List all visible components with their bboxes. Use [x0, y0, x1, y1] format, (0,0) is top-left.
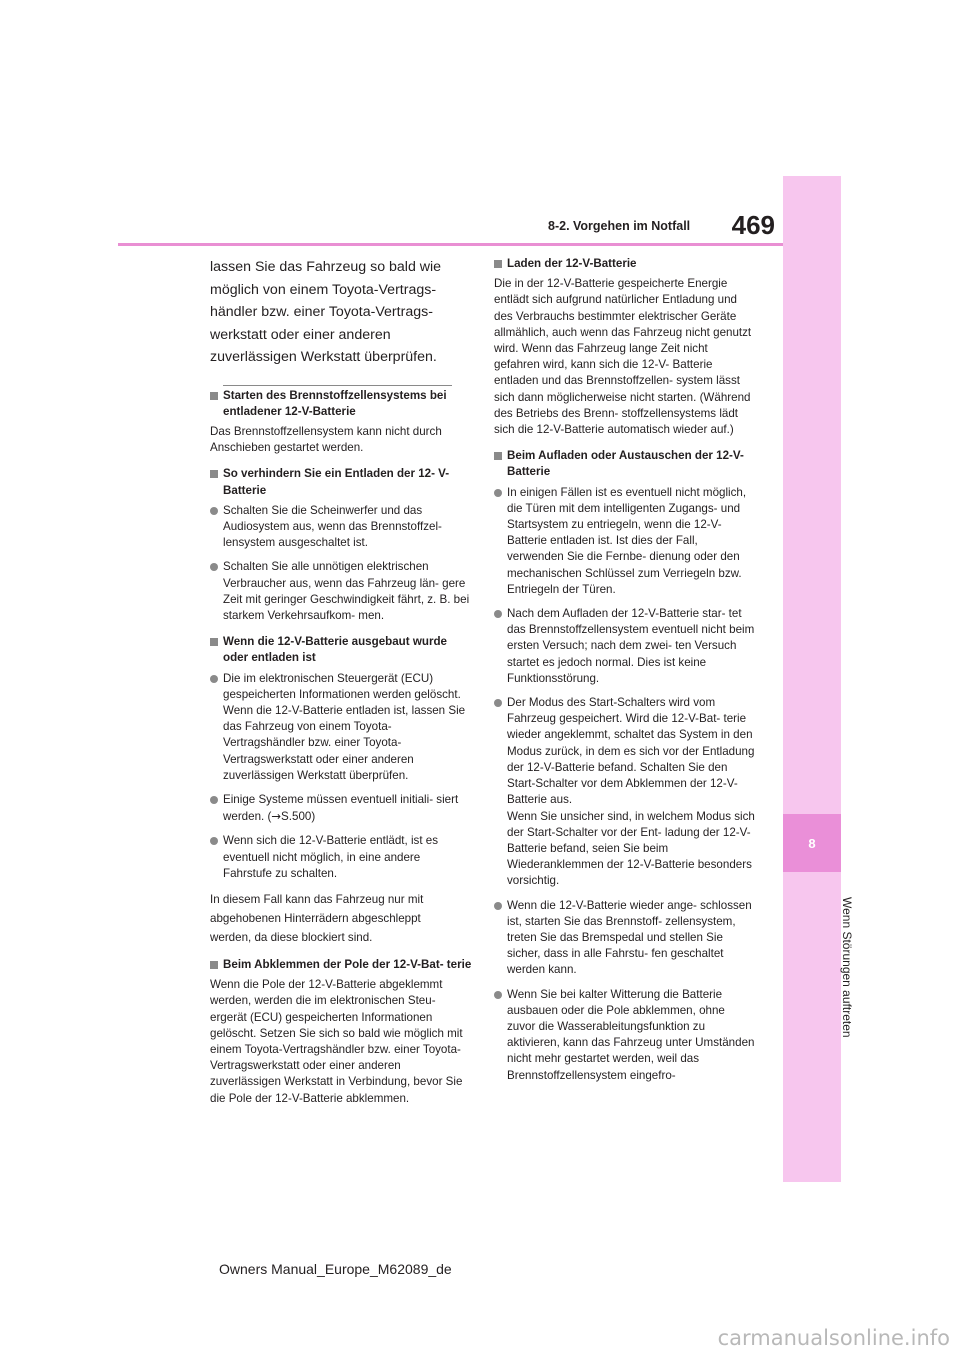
bullet-shift-not-possible: Wenn sich die 12-V-Batterie entlädt, ist es eventuell nicht möglich, in eine andere Fahrstufe zu schalten.: [210, 833, 472, 882]
bullet-cold-weather: Wenn Sie bei kalter Witterung die Batterie ausbauen oder die Pole abklemmen, ohne zuvor die Wasserableitungsfunktion zu aktivieren, kann das Fahrzeug unter Umständen nicht mehr gestartet werden, weil das Brennstoffzellensystem eingefro-: [494, 987, 756, 1084]
heading-prevent-discharge: So verhindern Sie ein Entladen der 12- V-Batterie: [210, 466, 472, 498]
right-column: [494, 256, 756, 1092]
start-switch-mode-text: Der Modus des Start-Schalters wird vom Fahrzeug gespeichert. Wird die 12-V-Bat- terie wieder angeklemmt, schaltet das System in den Modus zurück, in dem es sich vor der Entladung der 12-V-Batterie befand. Schalten Sie den Start-Schalter vor dem Abklemmen der 12-V-Batterie aus.: [507, 696, 755, 807]
chapter-label-text: Wenn Störungen auftreten: [840, 896, 854, 1038]
heading-starting-fuel-cell: Starten des Brennstoffzellensystems bei entladener 12-V-Batterie: [210, 388, 472, 420]
page-reference-link[interactable]: S.500): [281, 810, 316, 824]
heading-charging-replacing: Beim Aufladen oder Austauschen der 12-V-Batterie: [494, 448, 756, 480]
bullet-electrical-consumers: Schalten Sie alle unnötigen elektrischen Verbraucher aus, wenn das Fahrzeug län- gere Zeit mit geringer Geschwindigkeit fährt, z. B. bei starkem Verkehrsaufkom- men.: [210, 559, 472, 624]
heading-charging-battery: Laden der 12-V-Batterie: [494, 256, 756, 272]
bullet-headlights-audio: Schalten Sie die Scheinwerfer und das Audiosystem aus, wenn das Brennstoffzel- lensystem ausgeschaltet ist.: [210, 503, 472, 552]
start-switch-mode-caution: Wenn Sie unsicher sind, in welchem Modus sich der Start-Schalter vor der Ent- ladung der 12-V-Batterie befand, seien Sie beim Wiederanklemmen der 12-V-Batterie besonders vorsichtig.: [507, 809, 755, 888]
bullet-ecu-info-deleted: Die im elektronischen Steuergerät (ECU) gespeicherten Informationen werden gelöscht. Wenn die 12-V-Batterie entladen ist, lassen Sie das Fahrzeug von einem Toyota-Vertragshändler bzw. einer Toyota- Vertragswerkstatt oder einer anderen zuverlässigen Werkstatt überprüfen.: [210, 671, 472, 784]
header-rule: [118, 243, 840, 246]
bullet-systems-initialize: [210, 792, 472, 825]
initialize-text: Einige Systeme müssen eventuell initiali- siert werden. (: [223, 792, 459, 824]
left-column: [210, 256, 472, 1115]
chapter-number-tab[interactable]: 8: [783, 814, 841, 872]
bullet-start-switch-mode: [494, 695, 756, 889]
footer-text: Owners Manual_Europe_M62089_de: [219, 1261, 452, 1277]
reference-arrow-icon: →: [271, 809, 282, 824]
towing-note-line: In diesem Fall kann das Fahrzeug nur mit: [210, 892, 424, 906]
intro-paragraph: lassen Sie das Fahrzeug so bald wie möglich von einem Toyota-Vertrags- händler bzw. einer Toyota-Vertrags- werkstatt oder einer anderen zuverlässigen Werkstatt überprüfen.: [210, 259, 442, 365]
text-charging-battery: Die in der 12-V-Batterie gespeicherte Energie entlädt sich aufgrund natürlicher Entladung und des Verbrauchs bestimmter elektrischer Geräte allmählich, auch wenn das Fahrzeug nicht genutzt wird. Wenn das Fahrzeug lange Zeit nicht gefahren wird, kann sich die 12-V- Batterie entladen und das Brennstoffzellen- system lässt sich dann möglicherweise nicht starten. (Während des Betriebs des Brenn- stoffzellensystems lädt sich die 12-V-Batterie automatisch wieder auf.): [494, 277, 752, 437]
towing-note-line: abgehobenen Hinterrädern abgeschleppt: [210, 911, 421, 925]
bullet-start-after-charge: Nach dem Aufladen der 12-V-Batterie star- tet das Brennstoffzellensystem eventuell nicht beim ersten Versuch; nach dem zwei- ten Versuch startet es jedoch normal. Dies ist keine Funktionsstörung.: [494, 606, 756, 687]
heading-disconnect-poles: Beim Abklemmen der Pole der 12-V-Bat- terie: [210, 957, 472, 973]
bullet-reconnect-check: Wenn die 12-V-Batterie wieder ange- schlossen ist, starten Sie das Brennstoff- zellensystem, treten Sie das Bremspedal und stellen Sie sicher, dass in alle Fahrstu- fen geschaltet werden kann.: [494, 898, 756, 979]
chapter-label: [770, 880, 854, 1050]
towing-note-line: werden, da diese blockiert sind.: [210, 930, 373, 944]
watermark: carmanualsonline.info: [717, 1326, 950, 1350]
towing-note: [210, 890, 472, 947]
heading-battery-removed: Wenn die 12-V-Batterie ausgebaut wurde oder entladen ist: [210, 634, 472, 666]
section-title: 8-2. Vorgehen im Notfall: [548, 219, 691, 233]
text-disconnect-poles: Wenn die Pole der 12-V-Batterie abgeklemmt werden, werden die im elektronischen Steu- ergerät (ECU) gespeicherten Informationen gelöscht. Setzen Sie sich so bald wie möglich mit einem Toyota-Vertragshändler bzw. einer Toyota-Vertragswerkstatt oder einer anderen zuverlässigen Werkstatt in Verbindung, bevor Sie die Pole der 12-V-Batterie abklemmen.: [210, 978, 463, 1105]
bullet-doors-unlock: In einigen Fällen ist es eventuell nicht möglich, die Türen mit dem intelligenten Zugangs- und Startsystem zu entriegeln, wenn die 12-V-Batterie entladen ist. Ist dies der Fall, verwenden Sie die Fernbe- dienung oder den mechanischen Schlüssel zum Verriegeln bzw. Entriegeln der Türen.: [494, 485, 756, 598]
page-number: 469: [731, 210, 775, 240]
text-starting-fuel-cell: Das Brennstoffzellensystem kann nicht durch Anschieben gestartet werden.: [210, 424, 442, 455]
